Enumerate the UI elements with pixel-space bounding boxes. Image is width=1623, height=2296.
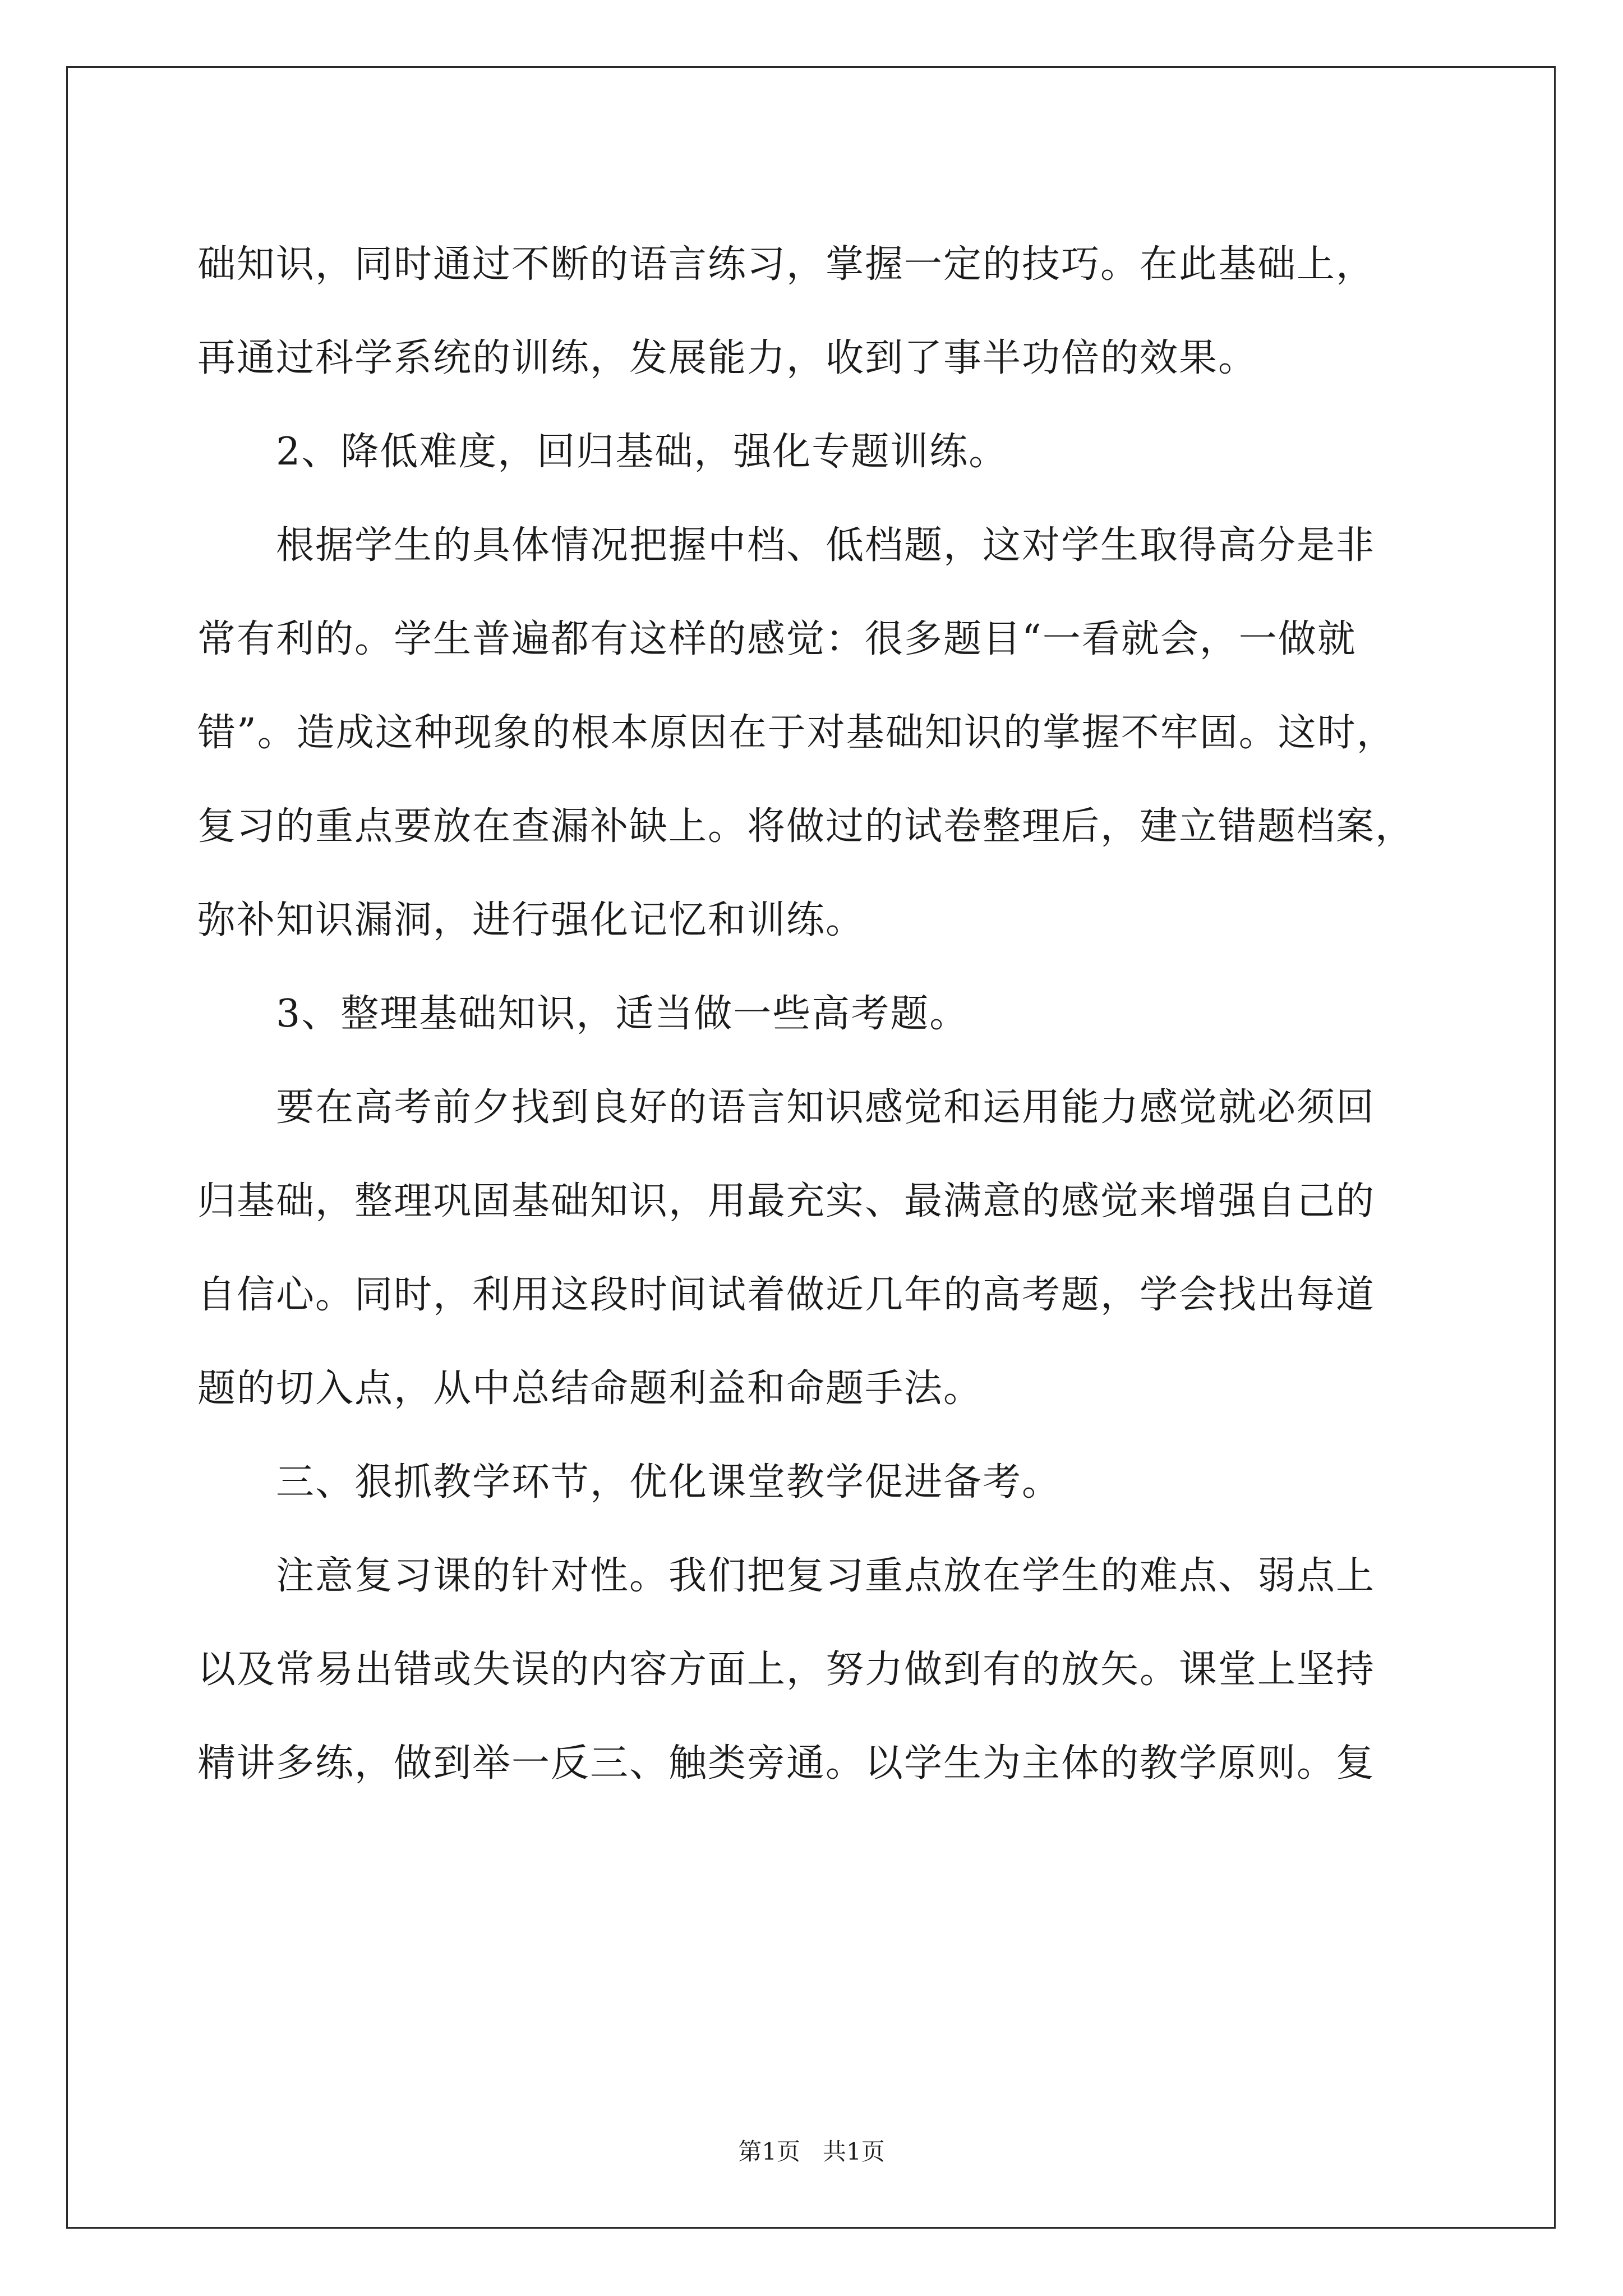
page-number: 第1页 [738, 2138, 800, 2165]
text-line: 题的切入点，从中总结命题利益和命题手法。 [197, 1366, 983, 1411]
text-line: 要在高考前夕找到良好的语言知识感觉和运用能力感觉就必须回 [197, 1085, 1376, 1130]
text-line: 再通过科学系统的训练，发展能力，收到了事半功倍的效果。 [197, 336, 1258, 380]
text-line: 错”。造成这种现象的根本原因在于对基础知识的掌握不牢固。这时， [197, 711, 1396, 755]
text-line: 弥补知识漏洞，进行强化记忆和训练。 [197, 898, 865, 942]
text-line: 础知识，同时通过不断的语言练习，掌握一定的技巧。在此基础上， [197, 242, 1376, 287]
text-line: 3、整理基础知识，适当做一些高考题。 [197, 992, 969, 1036]
document-body [197, 218, 1448, 1810]
page-total: 共1页 [823, 2138, 885, 2165]
text-line: 复习的重点要放在查漏补缺上。将做过的试卷整理后，建立错题档案， [197, 804, 1415, 849]
text-line: 自信心。同时，利用这段时间试着做近几年的高考题，学会找出每道 [197, 1273, 1376, 1317]
text-line: 归基础，整理巩固基础知识，用最充实、最满意的感觉来增强自己的 [197, 1179, 1376, 1223]
text-line: 精讲多练，做到举一反三、触类旁通。以学生为主体的教学原则。复 [197, 1741, 1376, 1786]
text-line: 常有利的。学生普遍都有这样的感觉：很多题目“一看就会，一做就 [197, 617, 1357, 661]
text-line: 三、狠抓教学环节，优化课堂教学促进备考。 [197, 1460, 1062, 1504]
page-footer [0, 2136, 1623, 2168]
text-line: 根据学生的具体情况把握中档、低档题，这对学生取得高分是非 [197, 523, 1376, 568]
text-line: 以及常易出错或失误的内容方面上，努力做到有的放矢。课堂上坚持 [197, 1648, 1376, 1692]
text-line: 2、降低难度，回归基础，强化专题训练。 [197, 430, 1008, 474]
text-line: 注意复习课的针对性。我们把复习重点放在学生的难点、弱点上 [197, 1554, 1376, 1598]
